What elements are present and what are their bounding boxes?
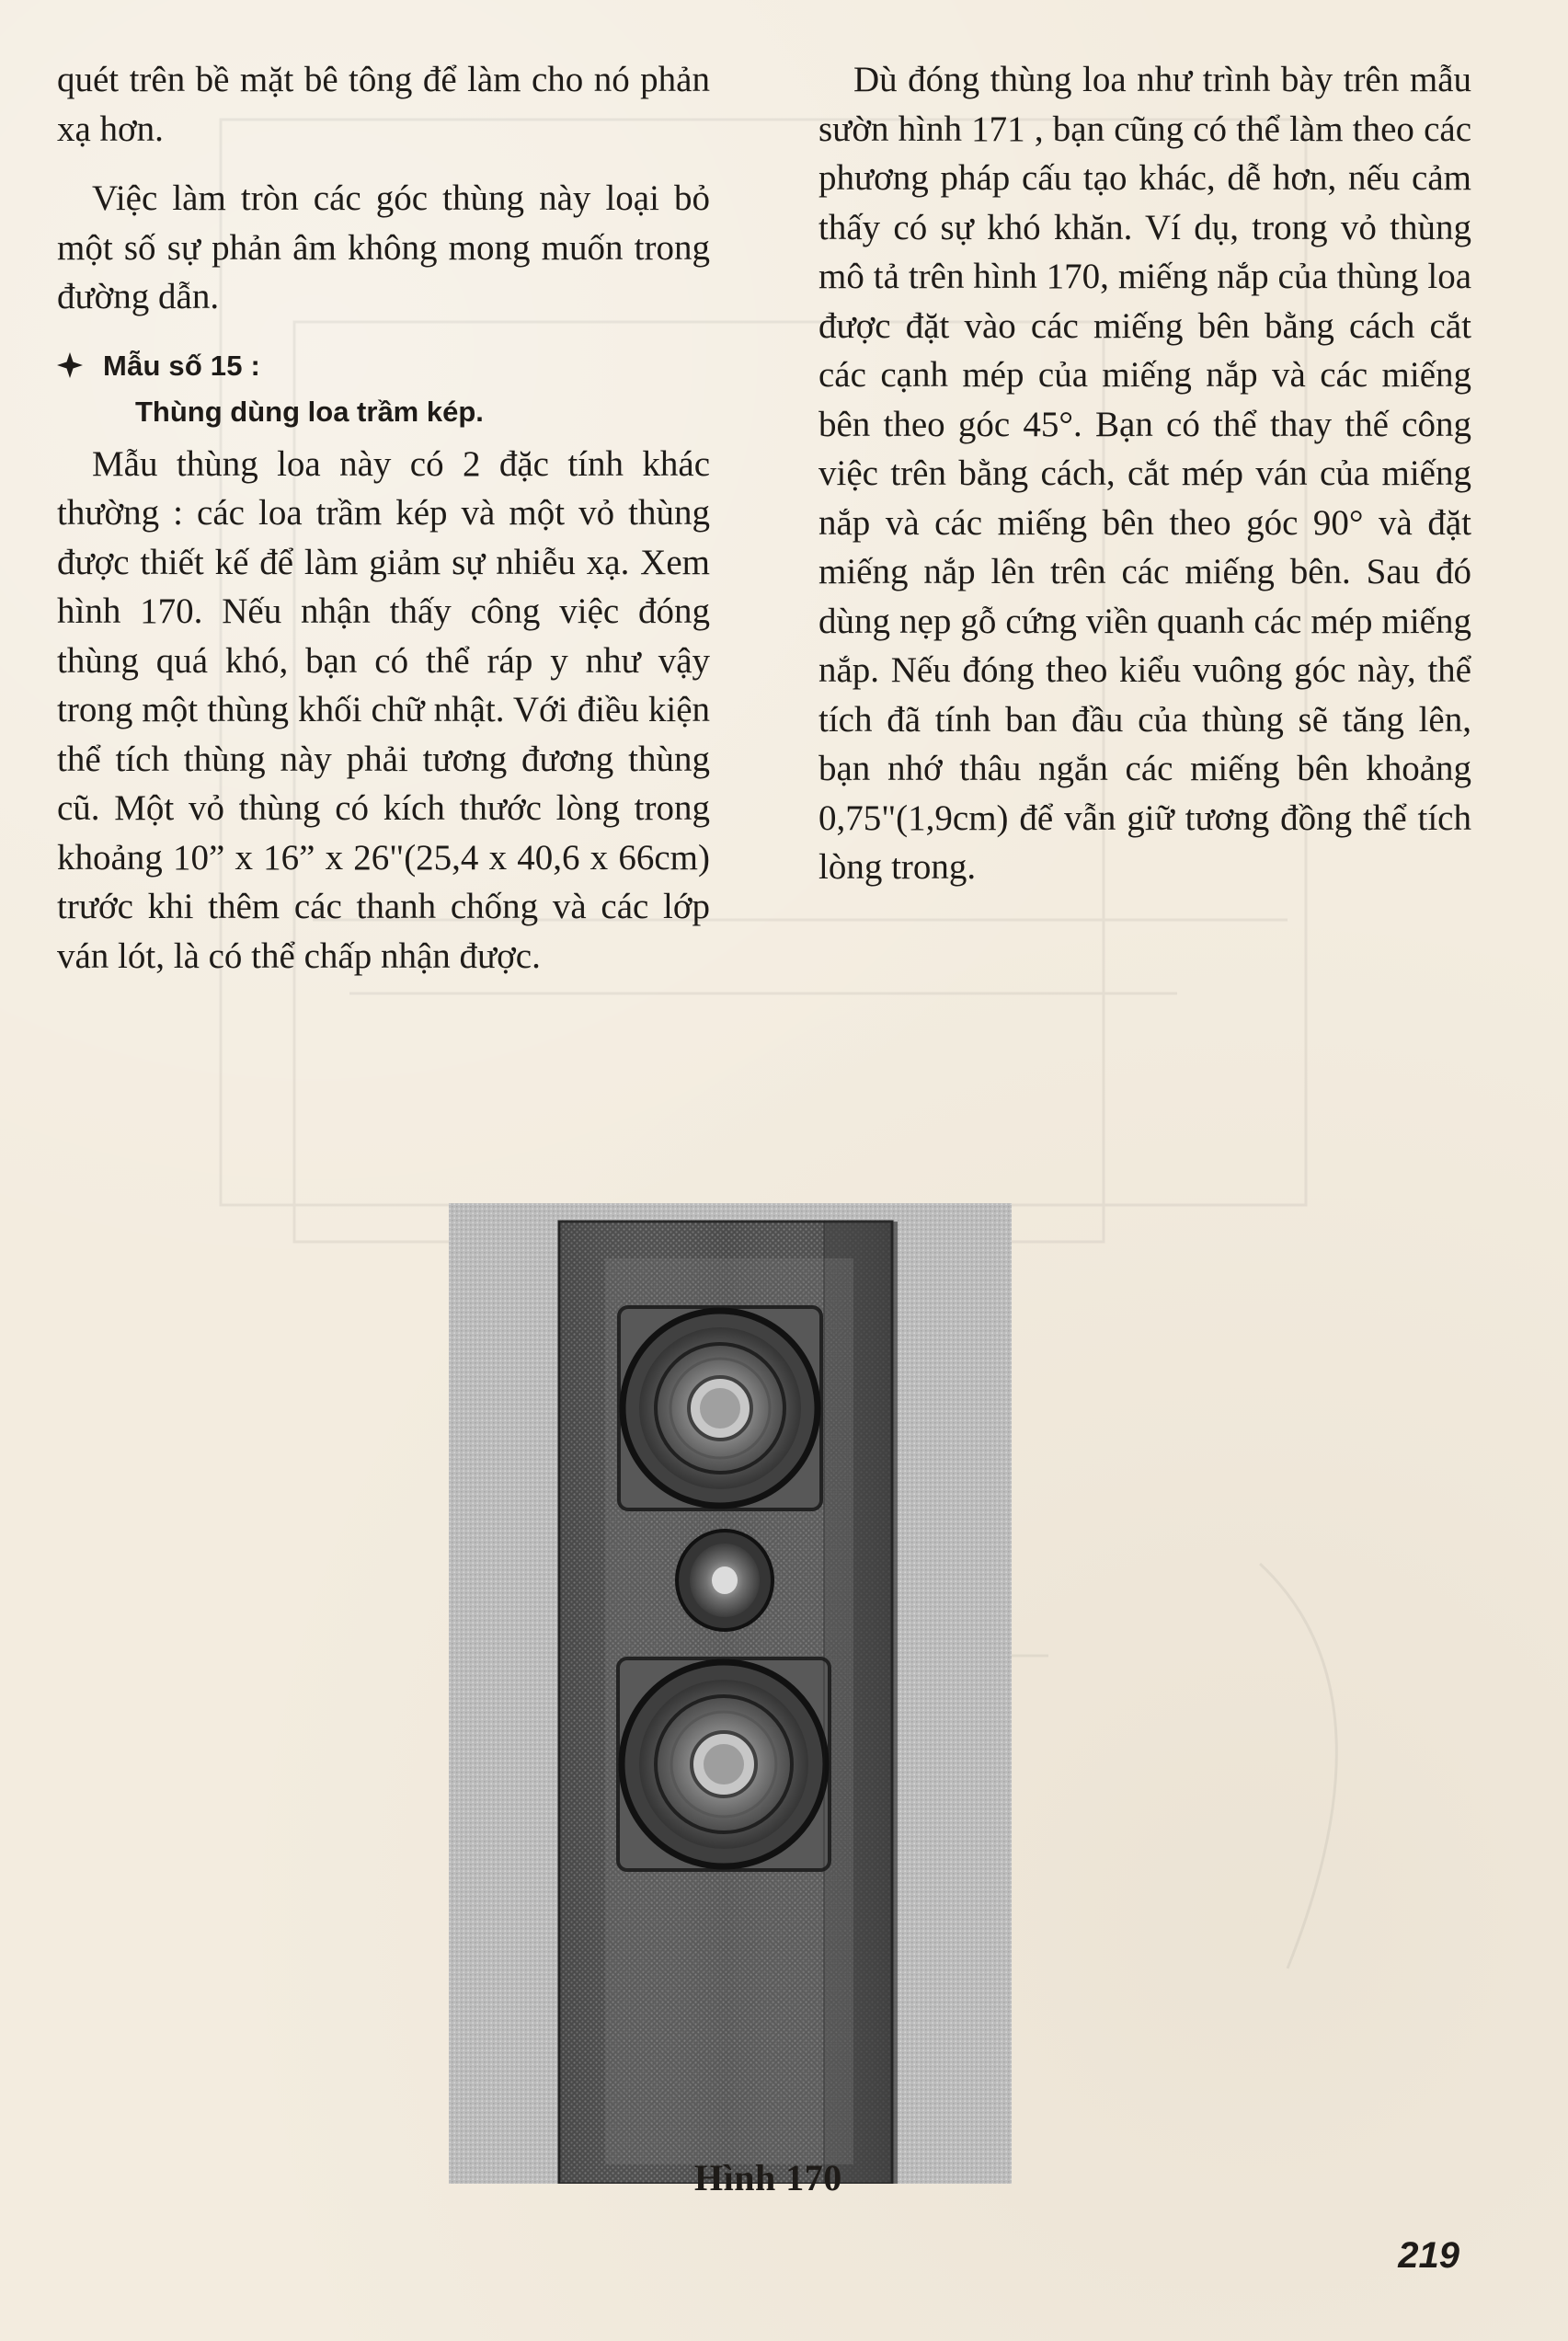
- left-paragraph-1: quét trên bề mặt bê tông để làm cho nó phản xạ hơn.: [57, 60, 710, 149]
- speaker-photo: [449, 1203, 1012, 2184]
- figure-caption: Hình 170: [694, 2157, 842, 2198]
- page-number: 219: [1398, 2235, 1459, 2276]
- right-paragraph-1: Dù đóng thùng loa như trình bày trên mẫu sườn hình 171 , bạn cũng có thể làm theo các phương pháp cấu tạo khác, dễ hơn, nếu cảm thấy có sự khó khăn. Ví dụ, trong vỏ thùng mô tả trên hình 170, miếng nắp của thùng loa được đặt vào các miếng bên bằng cách cắt các cạnh mép của miếng nắp và các miếng bên theo góc 45°. Bạn có thể thay thế công việc trên bằng cách, cắt mép ván của miếng nắp và các miếng bên theo góc 90° và đặt miếng nắp lên trên các miếng bên. Sau đó dùng nẹp gỗ cứng viền quanh các mép miếng nắp. Nếu đóng theo kiểu vuông góc này, thể tích đã tính ban đầu của thùng sẽ tăng lên, bạn nhớ thâu ngắn các miếng bên khoảng 0,75"(1,9cm) để vẫn giữ tương đồng thể tích lòng trong.: [818, 60, 1471, 887]
- left-paragraph-3: Mẫu thùng loa này có 2 đặc tính khác thường : các loa trầm kép và một vỏ thùng được thiết kế để làm giảm sự nhiễu xạ. Xem hình 170. Nếu nhận thấy công việc đóng thùng quá khó, bạn có thể ráp y như vậy trong một thùng khối chữ nhật. Với điều kiện thể tích thùng này phải tương đương thùng cũ. Một vỏ thùng có kích thước lòng trong khoảng 10” x 16” x 26"(25,4 x 40,6 x 66cm) trước khi thêm các thanh chống và các lớp ván lót, là có thể chấp nhận được.: [57, 443, 710, 976]
- left-text-column: [57, 55, 710, 981]
- section-heading-label: Mẫu số 15 :: [103, 349, 261, 382]
- right-text-column: [818, 55, 1471, 892]
- section-heading: [57, 342, 710, 390]
- four-point-star-icon: [57, 352, 83, 378]
- section-subheading: Thùng dùng loa trầm kép.: [135, 395, 484, 428]
- left-paragraph-2: Việc làm tròn các góc thùng này loại bỏ một số sự phản âm không mong muốn trong đường dẫn.: [57, 178, 710, 316]
- speaker-figure: [449, 1203, 1012, 2184]
